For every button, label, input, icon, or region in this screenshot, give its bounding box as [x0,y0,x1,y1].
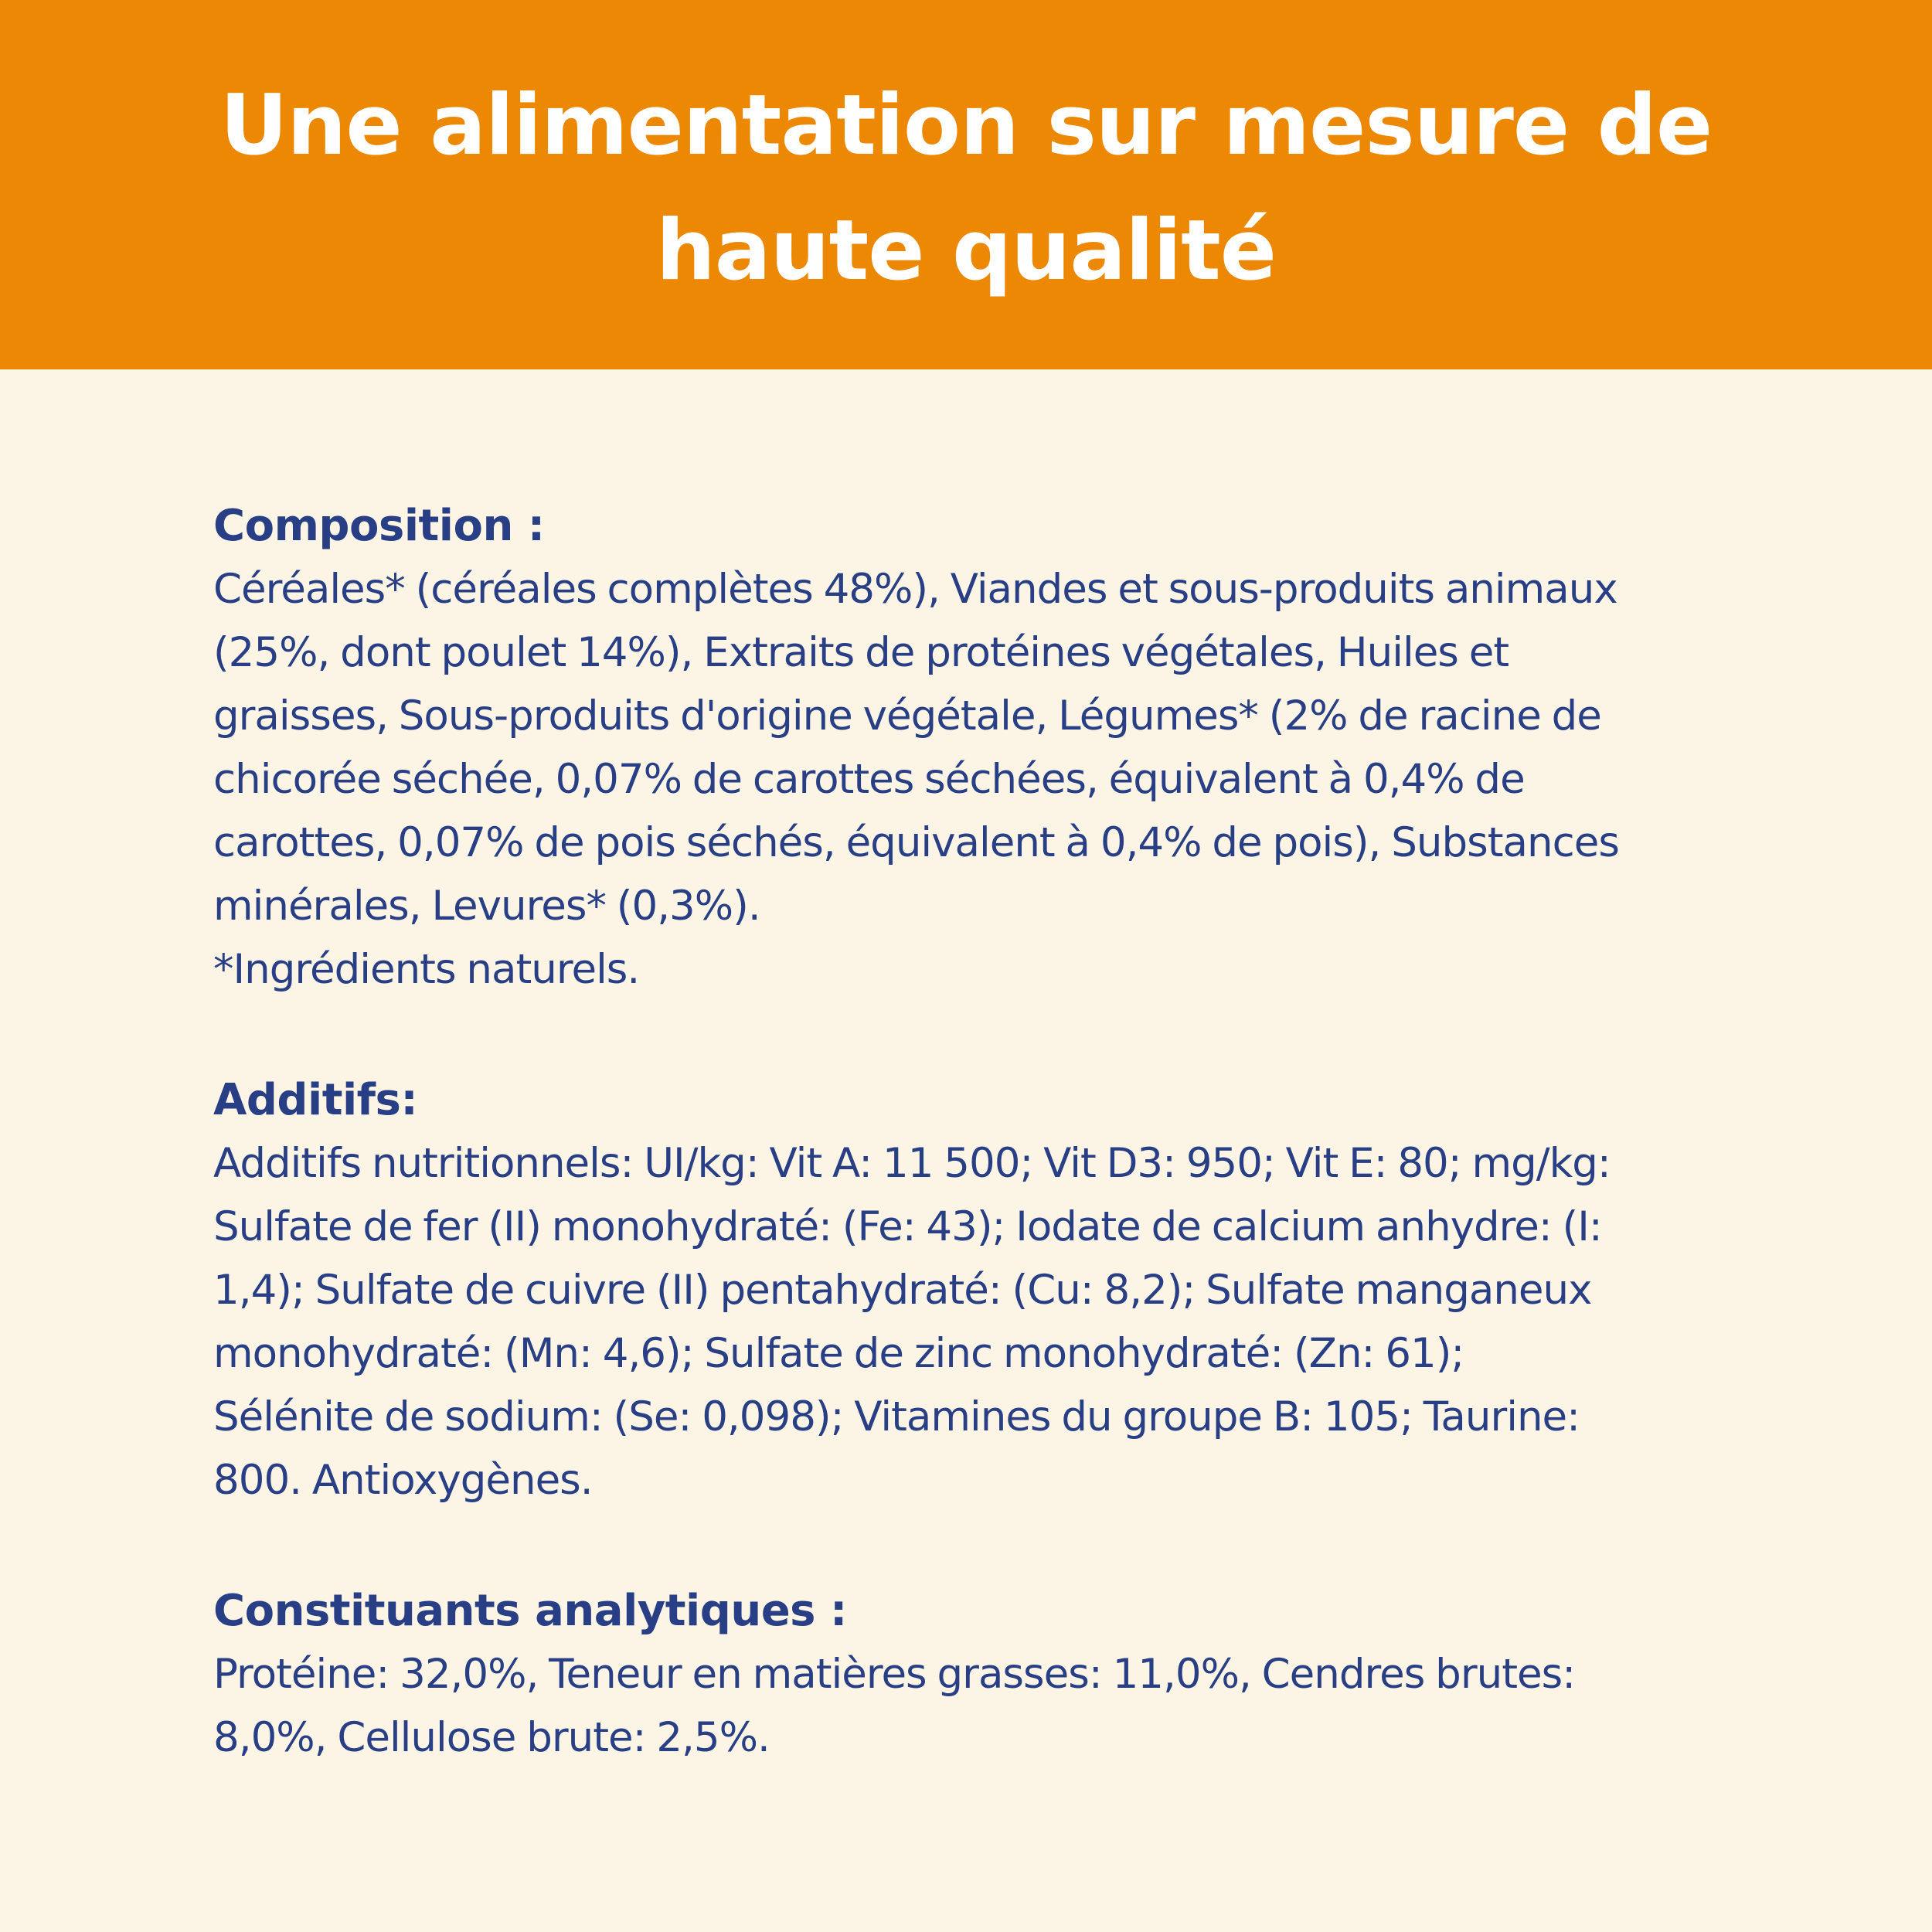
additifs-section [213,1069,1759,1512]
composition-footnote: *Ingrédients naturels. [213,946,640,993]
composition-line: chicorée séchée, 0,07% de carottes séchées, équivalent à 0,4% de [213,756,1525,803]
composition-line: Céréales* (céréales complètes 48%), Viandes et sous-produits animaux [213,566,1617,613]
constituants-title: Constituants analytiques : [213,1586,847,1636]
additifs-title: Additifs: [213,1075,418,1125]
additifs-text [213,1132,1759,1512]
composition-text [213,558,1759,1002]
additifs-line: 800. Antioxygènes. [213,1457,593,1504]
additifs-line: monohydraté: (Mn: 4,6); Sulfate de zinc monohydraté: (Zn: 61); [213,1330,1464,1377]
composition-line: (25%, dont poulet 14%), Extraits de protéines végétales, Huiles et [213,629,1509,676]
page-title-line: Une alimentation sur mesure de [219,77,1713,174]
additifs-line: Sulfate de fer (II) monohydraté: (Fe: 43); Iodate de calcium anhydre: (I: [213,1203,1602,1250]
additifs-line: 1,4); Sulfate de cuivre (II) pentahydraté: (Cu: 8,2); Sulfate manganeux [213,1267,1592,1314]
composition-title: Composition : [213,501,545,551]
constituants-line: 8,0%, Cellulose brute: 2,5%. [213,1714,770,1761]
composition-line: minérales, Levures* (0,3%). [213,883,760,930]
composition-section [213,495,1759,1002]
page-title [220,63,1713,314]
composition-line: graisses, Sous-produits d'origine végétale, Légumes* (2% de racine de [213,692,1601,740]
constituants-line: Protéine: 32,0%, Teneur en matières grasses: 11,0%, Cendres brutes: [213,1651,1576,1698]
page-title-line: haute qualité [655,202,1277,299]
header-banner [0,0,1932,369]
constituants-text [213,1643,1759,1770]
composition-line: carottes, 0,07% de pois séchés, équivalent à 0,4% de pois), Substances [213,819,1619,866]
content-area [213,495,1759,1770]
additifs-line: Sélénite de sodium: (Se: 0,098); Vitamines du groupe B: 105; Taurine: [213,1393,1580,1440]
additifs-line: Additifs nutritionnels: UI/kg: Vit A: 11 500; Vit D3: 950; Vit E: 80; mg/kg: [213,1140,1611,1187]
constituants-section [213,1580,1759,1770]
